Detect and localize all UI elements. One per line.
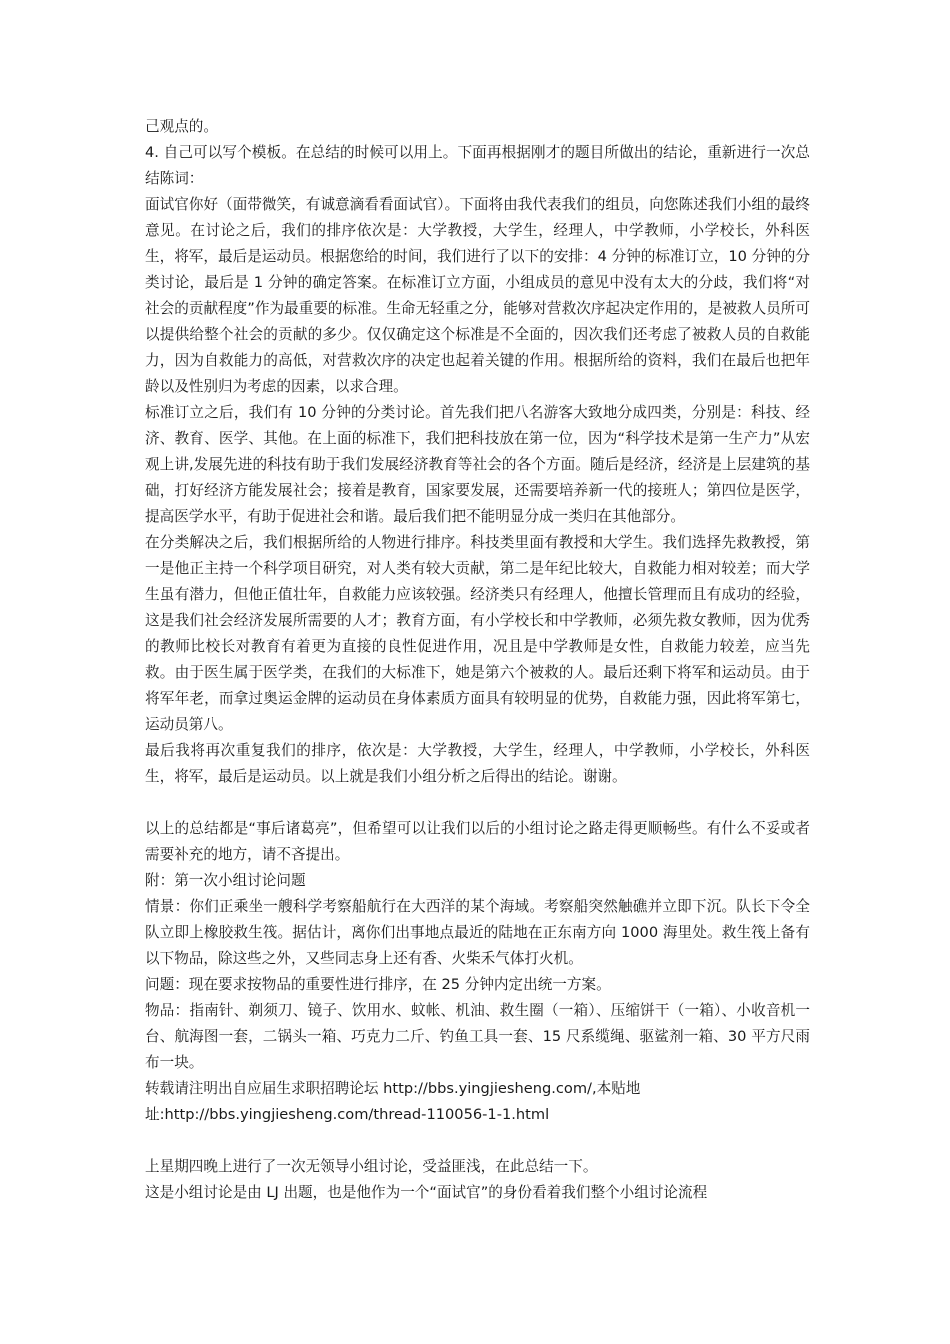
paragraph-11: 物品：指南针、剃须刀、镜子、饮用水、蚊帐、机油、救生圈（一箱）、压缩饼干（一箱）、小收音机一台、航海图一套，二锅头一箱、巧克力二斤、钓鱼工具一套、15 尺系缆绳、驱鲨剂一箱、30 平方尺雨布一块。	[145, 1002, 810, 1071]
blank-line	[145, 1128, 810, 1154]
paragraph-13: 这是小组讨论是由 LJ 出题，也是他作为一个“面试官”的身份看着我们整个小组讨论流程	[145, 1184, 708, 1201]
paragraph-8: 附：第一次小组讨论问题	[145, 872, 306, 889]
paragraph-1: 己观点的。	[145, 118, 218, 135]
paragraph-10: 问题：现在要求按物品的重要性进行排序，在 25 分钟内定出统一方案。	[145, 976, 611, 993]
paragraph-2: 4. 自己可以写个模板。在总结的时候可以用上。下面再根据刚才的题目所做出的结论，重新进行一次总结陈词：	[145, 144, 810, 187]
paragraph-7: 以上的总结都是“事后诸葛亮”，但希望可以让我们以后的小组讨论之路走得更顺畅些。有什么不妥或者需要补充的地方，请不吝提出。	[145, 820, 810, 863]
document-body	[145, 114, 810, 1206]
blank-line	[145, 790, 810, 816]
paragraph-9: 情景：你们正乘坐一艘科学考察船航行在大西洋的某个海域。考察船突然触礁并立即下沉。队长下令全队立即上橡胶救生筏。据估计，离你们出事地点最近的陆地在正东南方向 1000 海里处。救生筏上备有以下物品，除这些之外，又些同志身上还有香、火柴禾气体打火机。	[145, 898, 810, 967]
paragraph-6: 最后我将再次重复我们的排序，依次是：大学教授，大学生，经理人，中学教师，小学校长，外科医生，将军，最后是运动员。以上就是我们小组分析之后得出的结论。谢谢。	[145, 742, 810, 785]
paragraph-12: 上星期四晚上进行了一次无领导小组讨论，受益匪浅，在此总结一下。	[145, 1158, 598, 1175]
paragraph-4: 标准订立之后，我们有 10 分钟的分类讨论。首先我们把八名游客大致地分成四类，分别是：科技、经济、教育、医学、其他。在上面的标准下，我们把科技放在第一位，因为“科学技术是第一生产力”从宏观上讲,发展先进的科技有助于我们发展经济教育等社会的各个方面。随后是经济，经济是上层建筑的基础，打好经济方能发展社会；接着是教育，国家要发展，还需要培养新一代的接班人；第四位是医学，提高医学水平，有助于促进社会和谐。最后我们把不能明显分成一类归在其他部分。	[145, 404, 810, 525]
paragraph-5: 在分类解决之后，我们根据所给的人物进行排序。科技类里面有教授和大学生。我们选择先救教授，第一是他正主持一个科学项目研究，对人类有较大贡献，第二是年纪比较大，自救能力相对较差；而大学生虽有潜力，但他正值壮年，自救能力应该较强。经济类只有经理人，他擅长管理而且有成功的经验，这是我们社会经济发展所需要的人才；教育方面，有小学校长和中学教师，必须先救女教师，因为优秀的教师比校长对教育有着更为直接的良性促进作用，况且是中学教师是女性，自救能力较差，应当先救。由于医生属于医学类，在我们的大标准下，她是第六个被救的人。最后还剩下将军和运动员。由于将军年老，而拿过奥运金牌的运动员在身体素质方面具有较明显的优势，自救能力强，因此将军第七，运动员第八。	[145, 534, 810, 733]
paragraph-3: 面试官你好（面带微笑，有诚意滴看看面试官）。下面将由我代表我们的组员，向您陈述我们小组的最终意见。在讨论之后，我们的排序依次是：大学教授，大学生，经理人，中学教师，小学校长，外科医生，将军，最后是运动员。根据您给的时间，我们进行了以下的安排：4 分钟的标准订立，10 分钟的分类讨论，最后是 1 分钟的确定答案。在标准订立方面，小组成员的意见中没有太大的分歧，我们将“对社会的贡献程度”作为最重要的标准。生命无轻重之分，能够对营救次序起决定作用的，是被救人员所可以提供给整个社会的贡献的多少。仅仅确定这个标准是不全面的，因次我们还考虑了被救人员的自救能力，因为自救能力的高低，对营救次序的决定也起着关键的作用。根据所给的资料，我们在最后也把年龄以及性别归为考虑的因素，以求合理。	[145, 196, 810, 395]
repost-notice: 转载请注明出自应届生求职招聘论坛 http://bbs.yingjiesheng.com/,本贴地	[145, 1080, 641, 1097]
repost-url: 址:http://bbs.yingjiesheng.com/thread-110056-1-1.html	[145, 1106, 550, 1123]
